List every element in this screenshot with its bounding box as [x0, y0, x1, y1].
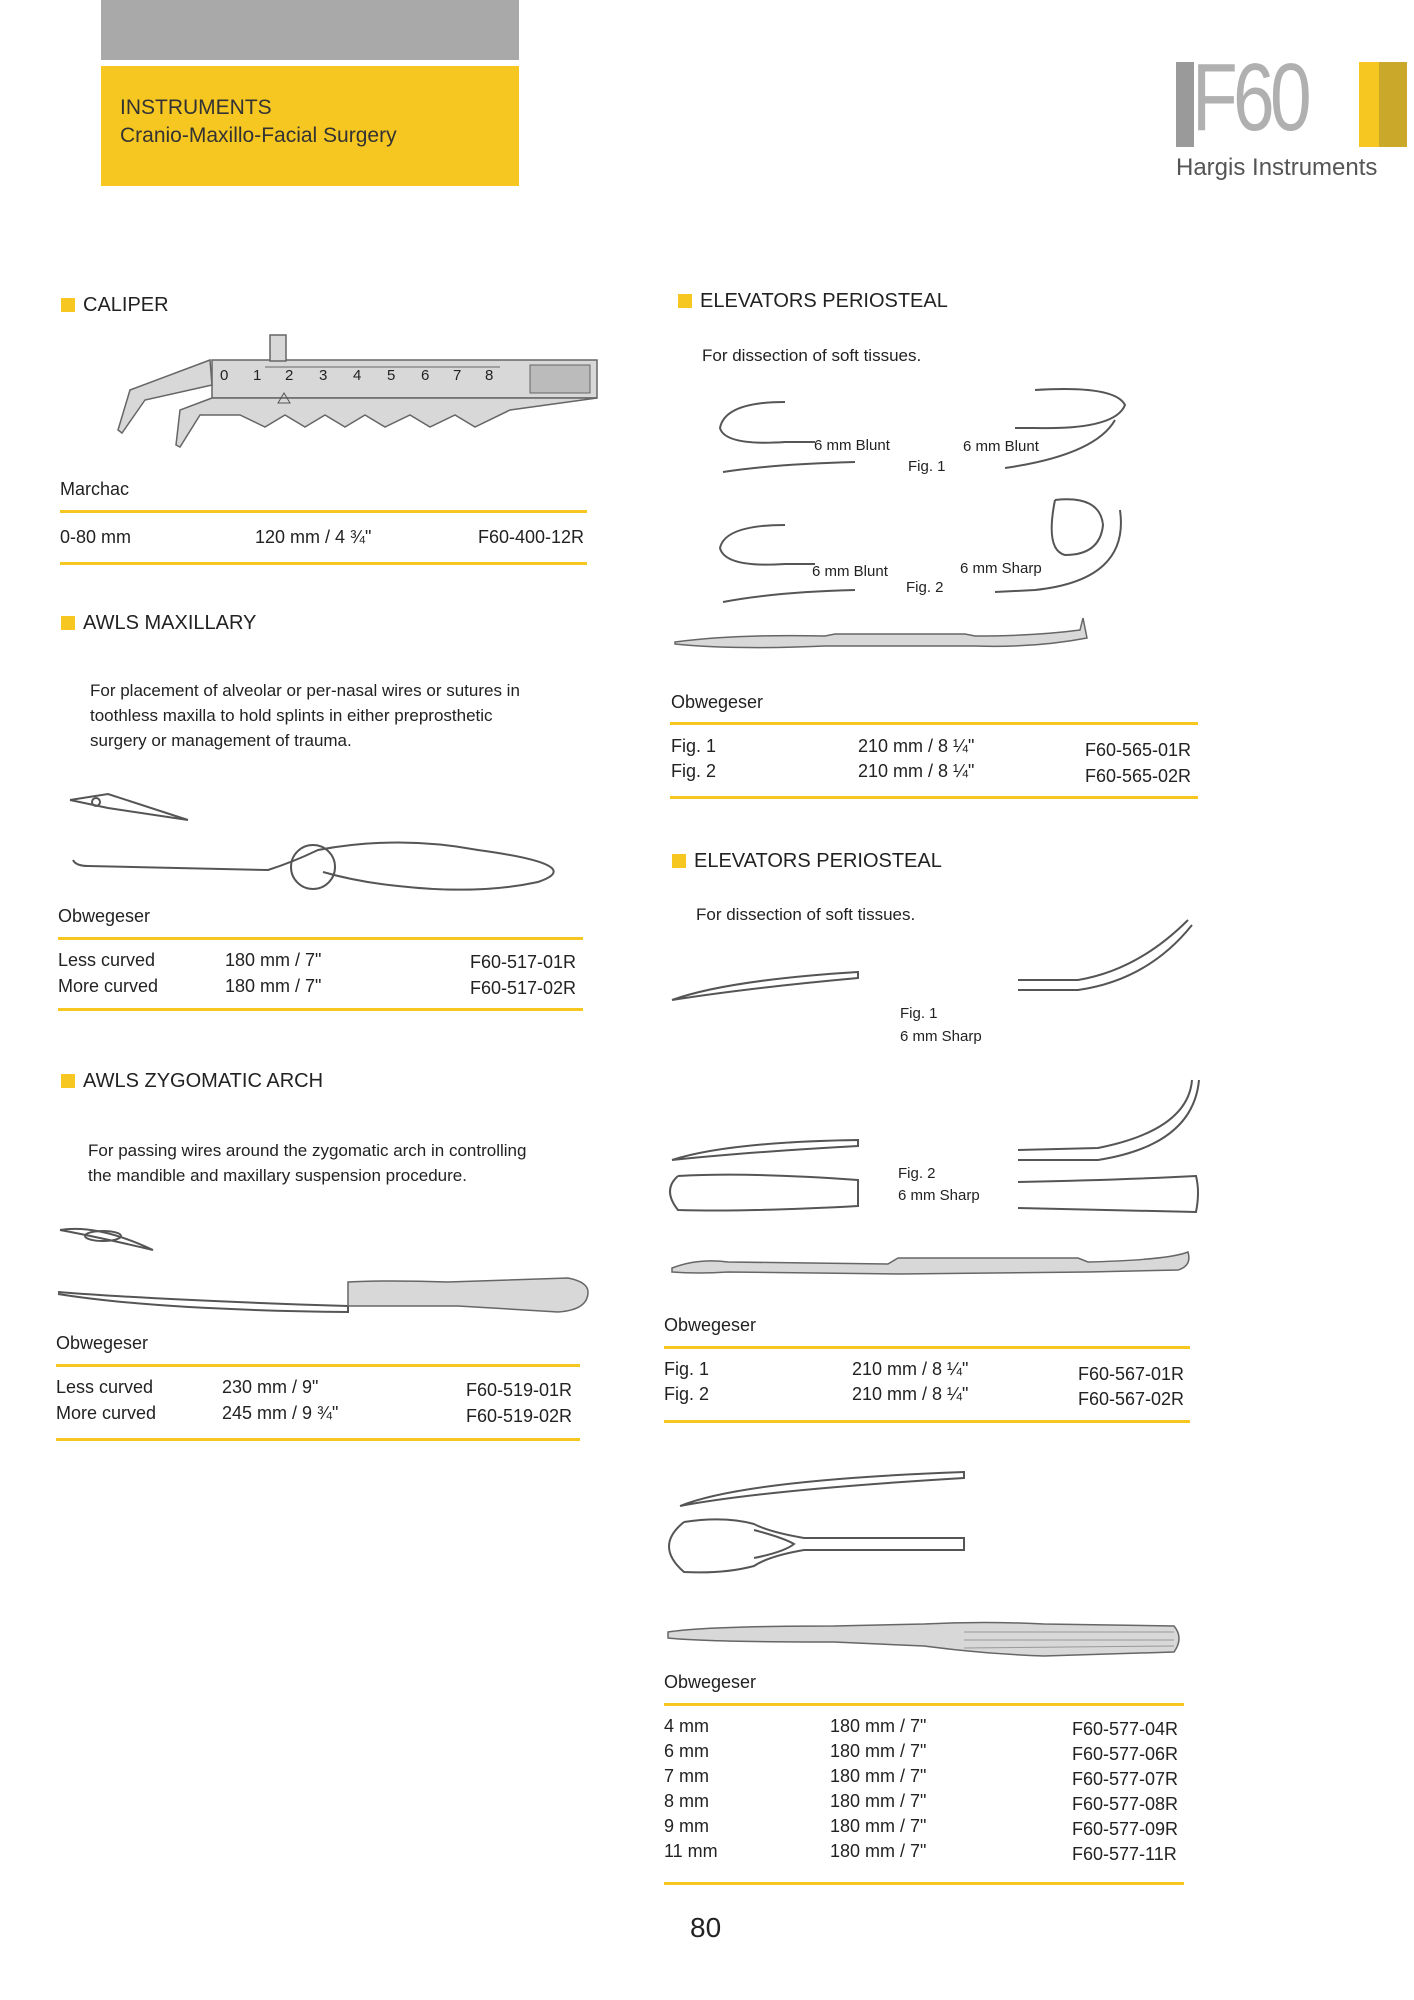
row-size: 210 mm / 8 ¼" — [858, 736, 975, 756]
divider — [664, 1420, 1190, 1423]
divider — [60, 562, 587, 565]
row-variant: 8 mm — [664, 1791, 709, 1811]
row-code: F60-577-08R — [1072, 1794, 1179, 1814]
logo-company: Hargis Instruments — [1176, 154, 1378, 181]
divider — [56, 1364, 580, 1367]
fig-label: 6 mm Blunt — [812, 563, 888, 580]
header-title: INSTRUMENTS — [120, 96, 272, 119]
row-code: F60-567-02R — [1078, 1389, 1185, 1409]
row-code: F60-577-07R — [1072, 1769, 1179, 1789]
bullet-square-icon — [678, 294, 692, 308]
row-variant: Fig. 2 — [664, 1384, 710, 1404]
row-code: F60-565-01R — [1085, 740, 1192, 760]
fig-label: Fig. 1 — [900, 1005, 938, 1022]
divider — [664, 1703, 1184, 1706]
bullet-square-icon — [61, 298, 75, 312]
row-code: F60-567-01R — [1078, 1364, 1185, 1384]
caliper-code: F60-400-12R — [478, 527, 585, 547]
row-code: F60-577-09R — [1072, 1819, 1179, 1839]
awl-zygomatic-image — [58, 1222, 588, 1312]
fig-label: 6 mm Sharp — [898, 1187, 980, 1204]
divider — [60, 510, 587, 513]
row-code: F60-519-02R — [466, 1406, 573, 1426]
row-variant: More curved — [58, 976, 159, 996]
elevators-3-table — [664, 1716, 1184, 1876]
caliper-size: 120 mm / 4 ¾" — [255, 527, 372, 547]
elevators-1-description: For dissection of soft tissues. — [702, 346, 922, 365]
row-size: 180 mm / 7" — [225, 950, 322, 970]
elevators-3-model: Obwegeser — [664, 1672, 757, 1692]
row-variant: Less curved — [56, 1377, 154, 1397]
row-size: 210 mm / 8 ¼" — [852, 1384, 969, 1404]
bullet-square-icon — [61, 616, 75, 630]
divider — [58, 1008, 583, 1011]
row-size: 180 mm / 7" — [830, 1816, 927, 1836]
elevators-2-model: Obwegeser — [664, 1315, 757, 1335]
row-code: F60-517-01R — [470, 952, 577, 972]
section-title-elevators-2: ELEVATORS PERIOSTEAL — [672, 850, 942, 873]
caliper-model: Marchac — [60, 479, 130, 499]
row-size: 180 mm / 7" — [225, 976, 322, 996]
row-variant: 7 mm — [664, 1766, 709, 1786]
row-code: F60-519-01R — [466, 1380, 573, 1400]
fig-label: 6 mm Sharp — [960, 560, 1042, 577]
caliper-image — [110, 315, 595, 455]
row-variant: 4 mm — [664, 1716, 709, 1736]
fig-label: Fig. 1 — [908, 458, 946, 475]
divider — [664, 1882, 1184, 1885]
row-variant: Less curved — [58, 950, 156, 970]
divider — [670, 722, 1198, 725]
fig-label: Fig. 2 — [898, 1165, 936, 1182]
row-code: F60-517-02R — [470, 978, 577, 998]
header-box — [101, 66, 519, 186]
row-variant: Fig. 1 — [671, 736, 717, 756]
awls-maxillary-model: Obwegeser — [58, 906, 151, 926]
fig-label: Fig. 2 — [906, 579, 944, 596]
section-title-awls-maxillary: AWLS MAXILLARY — [61, 612, 256, 635]
divider — [56, 1438, 580, 1441]
awls-zygomatic-description: For passing wires around the zygomatic arch in controlling the mandible and maxillary suspension procedure. — [88, 1141, 527, 1185]
section-title-elevators-1: ELEVATORS PERIOSTEAL — [678, 290, 948, 313]
fig-label: 6 mm Blunt — [814, 437, 890, 454]
bullet-square-icon — [61, 1074, 75, 1088]
row-variant: More curved — [56, 1403, 157, 1423]
row-size: 180 mm / 7" — [830, 1766, 927, 1786]
caliper-scale: 0 1 2 3 4 5 6 7 8 — [220, 367, 494, 384]
section-title-caliper: CALIPER — [61, 294, 169, 317]
awls-maxillary-description: For placement of alveolar or per-nasal wires or sutures in toothless maxilla to hold splints in either preprosthetic surgery or management of trauma. — [90, 681, 520, 750]
divider — [58, 937, 583, 940]
row-code: F60-577-06R — [1072, 1744, 1179, 1764]
page-number: 80 — [690, 1912, 722, 1943]
elevators-2-figures — [668, 920, 1198, 1280]
divider — [664, 1346, 1190, 1349]
row-size: 230 mm / 9" — [222, 1377, 319, 1397]
header-gray-bar — [101, 0, 519, 60]
row-size: 245 mm / 9 ¾" — [222, 1403, 339, 1423]
caliper-range: 0-80 mm — [60, 527, 132, 547]
row-variant: 11 mm — [664, 1841, 718, 1861]
elevators-2-description: For dissection of soft tissues. — [696, 905, 916, 924]
row-code: F60-577-04R — [1072, 1719, 1179, 1739]
row-code: F60-565-02R — [1085, 766, 1192, 786]
fig-label: 6 mm Sharp — [900, 1028, 982, 1045]
row-code: F60-577-11R — [1072, 1844, 1177, 1864]
awl-maxillary-image — [68, 790, 588, 900]
elevators-1-figures — [715, 380, 1135, 610]
row-size: 210 mm / 8 ¼" — [858, 761, 975, 781]
row-size: 180 mm / 7" — [830, 1841, 927, 1861]
elevators-1-model: Obwegeser — [671, 692, 764, 712]
logo-code: F60 — [1192, 44, 1307, 151]
row-variant: 6 mm — [664, 1741, 709, 1761]
divider — [670, 796, 1198, 799]
fig-label: 6 mm Blunt — [963, 438, 1039, 455]
section-title-awls-zygomatic: AWLS ZYGOMATIC ARCH — [61, 1070, 323, 1093]
row-variant: 9 mm — [664, 1816, 709, 1836]
awls-zygomatic-model: Obwegeser — [56, 1333, 149, 1353]
row-size: 180 mm / 7" — [830, 1791, 927, 1811]
row-size: 210 mm / 8 ¼" — [852, 1359, 969, 1379]
row-size: 180 mm / 7" — [830, 1716, 927, 1736]
row-size: 180 mm / 7" — [830, 1741, 927, 1761]
elevators-3-figures — [664, 1466, 1184, 1666]
bullet-square-icon — [672, 854, 686, 868]
row-variant: Fig. 2 — [671, 761, 717, 781]
header-subtitle: Cranio-Maxillo-Facial Surgery — [120, 124, 397, 147]
row-variant: Fig. 1 — [664, 1359, 710, 1379]
brand-logo — [1176, 44, 1410, 212]
